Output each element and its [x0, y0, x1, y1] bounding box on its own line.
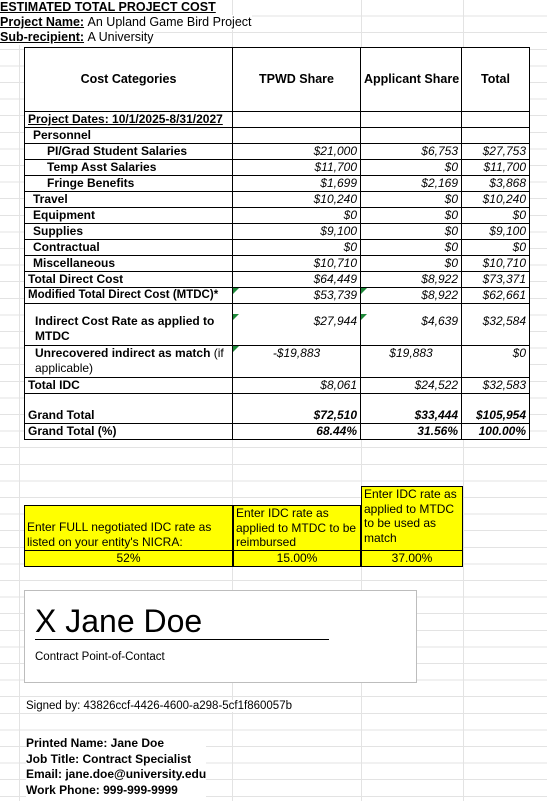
idc-rate-section	[24, 486, 470, 567]
row-label: Total IDC	[25, 378, 233, 394]
tpwd-cell: $0	[233, 208, 361, 224]
tpwd-cell: $0	[233, 240, 361, 256]
row-label: Equipment	[25, 208, 233, 224]
row-label-text: Unrecovered indirect as match	[35, 346, 211, 360]
reimbursed-rate-box	[233, 505, 361, 567]
column-header: Cost Categories	[25, 48, 233, 112]
match-rate-input[interactable]: 37.00%	[362, 550, 462, 566]
nicra-rate-label: Enter FULL negotiated IDC rate as listed on your entity's NICRA:	[27, 520, 212, 549]
project-name-value: An Upland Game Bird Project	[87, 15, 252, 29]
total-cell: $0	[462, 240, 530, 256]
table-row	[25, 224, 530, 240]
printed-name: Printed Name: Jane Doe	[26, 736, 165, 750]
match-rate-box	[361, 486, 463, 567]
table-row	[25, 160, 530, 176]
tpwd-cell: $64,449	[233, 272, 361, 288]
table-row	[25, 112, 530, 128]
applicant-cell: 31.56%	[361, 424, 462, 440]
row-label-note: (if applicable)	[35, 346, 224, 375]
reimbursed-rate-label: Enter IDC rate as applied to MTDC to be reimbursed	[236, 506, 357, 549]
table-row	[25, 272, 530, 288]
work-phone: Work Phone: 999-999-9999	[26, 782, 178, 797]
table-row	[25, 288, 530, 304]
applicant-cell: $33,444	[361, 408, 462, 424]
document-title: ESTIMATED TOTAL PROJECT COST	[0, 0, 216, 14]
total-cell: $73,371	[462, 272, 530, 288]
tpwd-cell: $8,061	[233, 378, 361, 394]
table-row	[25, 128, 530, 144]
row-label: Personnel	[25, 128, 233, 144]
signature-line	[35, 639, 329, 640]
nicra-rate-box	[24, 505, 233, 567]
sub-recipient-line	[0, 30, 154, 45]
row-label: Fringe Benefits	[25, 176, 233, 192]
row-label: Modified Total Direct Cost (MTDC)*	[25, 288, 233, 304]
applicant-cell: $0	[361, 208, 462, 224]
sub-recipient-value: A University	[87, 30, 154, 44]
total-cell: $10,710	[462, 256, 530, 272]
project-name-label: Project Name:	[0, 15, 85, 29]
applicant-cell: $6,753	[361, 144, 462, 160]
total-cell: $10,240	[462, 192, 530, 208]
applicant-cell: $24,522	[361, 378, 462, 394]
table-row	[25, 208, 530, 224]
tpwd-cell: $10,240	[233, 192, 361, 208]
cost-table	[24, 47, 530, 440]
total-cell: $11,700	[462, 160, 530, 176]
applicant-cell: $0	[361, 224, 462, 240]
row-label: Miscellaneous	[25, 256, 233, 272]
table-row	[25, 192, 530, 208]
row-label: PI/Grad Student Salaries	[25, 144, 233, 160]
column-header: Applicant Share	[361, 48, 462, 112]
table-row	[25, 240, 530, 256]
row-label: Total Direct Cost	[25, 272, 233, 288]
row-label: Grand Total (%)	[25, 424, 233, 440]
spacer-row	[25, 304, 530, 315]
row-label: Supplies	[25, 224, 233, 240]
total-cell: $62,661	[462, 288, 530, 304]
table-row	[25, 378, 530, 394]
nicra-rate-input[interactable]: 52%	[25, 550, 232, 566]
row-label: Contractual	[25, 240, 233, 256]
tpwd-cell: $53,739	[233, 288, 361, 304]
row-label: Temp Asst Salaries	[25, 160, 233, 176]
tpwd-cell: -$19,883	[233, 346, 361, 378]
tpwd-cell: 68.44%	[233, 424, 361, 440]
row-label	[25, 346, 233, 378]
total-cell: $0	[462, 208, 530, 224]
applicant-cell: $0	[361, 192, 462, 208]
row-label: Travel	[25, 192, 233, 208]
applicant-cell: $4,639	[361, 314, 462, 346]
table-row	[25, 314, 530, 346]
total-cell: $105,954	[462, 408, 530, 424]
tpwd-cell: $21,000	[233, 144, 361, 160]
total-cell: 100.00%	[462, 424, 530, 440]
applicant-cell: $8,922	[361, 272, 462, 288]
tpwd-cell: $9,100	[233, 224, 361, 240]
match-rate-label: Enter IDC rate as applied to MTDC to be used as match	[364, 487, 457, 545]
applicant-cell: $0	[361, 240, 462, 256]
total-cell: $0	[462, 346, 530, 378]
tpwd-cell: $72,510	[233, 408, 361, 424]
row-label: Grand Total	[25, 408, 233, 424]
applicant-cell: $2,169	[361, 176, 462, 192]
column-header: TPWD Share	[233, 48, 361, 112]
table-row	[25, 424, 530, 440]
column-header: Total	[462, 48, 530, 112]
total-cell: $3,868	[462, 176, 530, 192]
signature-box	[24, 590, 417, 683]
total-cell: $32,584	[462, 314, 530, 346]
tpwd-cell: $27,944	[233, 314, 361, 346]
total-cell: $27,753	[462, 144, 530, 160]
project-name-line	[0, 15, 252, 30]
table-header-row	[25, 48, 530, 112]
table-row	[25, 256, 530, 272]
applicant-cell: $0	[361, 256, 462, 272]
total-cell: $9,100	[462, 224, 530, 240]
total-cell: $32,583	[462, 378, 530, 394]
signature-role: Contract Point-of-Contact	[35, 651, 165, 663]
row-label: Indirect Cost Rate as applied to MTDC	[25, 314, 233, 346]
reimbursed-rate-input[interactable]: 15.00%	[234, 550, 360, 566]
job-title: Job Title: Contract Specialist	[26, 751, 192, 766]
contact-block	[26, 736, 206, 798]
table-row	[25, 408, 530, 424]
tpwd-cell: $11,700	[233, 160, 361, 176]
applicant-cell: $19,883	[361, 346, 462, 378]
table-row	[25, 176, 530, 192]
sub-recipient-label: Sub-recipient:	[0, 30, 85, 44]
applicant-cell: $8,922	[361, 288, 462, 304]
applicant-cell: $0	[361, 160, 462, 176]
project-dates: Project Dates: 10/1/2025-8/31/2027	[25, 112, 233, 128]
signed-by-id: Signed by: 43826ccf-4426-4600-a298-5cf1f860057b	[26, 700, 292, 712]
email: Email: jane.doe@university.edu	[26, 767, 207, 781]
tpwd-cell: $1,699	[233, 176, 361, 192]
signature-name: X Jane Doe	[35, 603, 203, 639]
table-row	[25, 346, 530, 378]
spacer-row	[25, 394, 530, 409]
table-row	[25, 144, 530, 160]
tpwd-cell: $10,710	[233, 256, 361, 272]
